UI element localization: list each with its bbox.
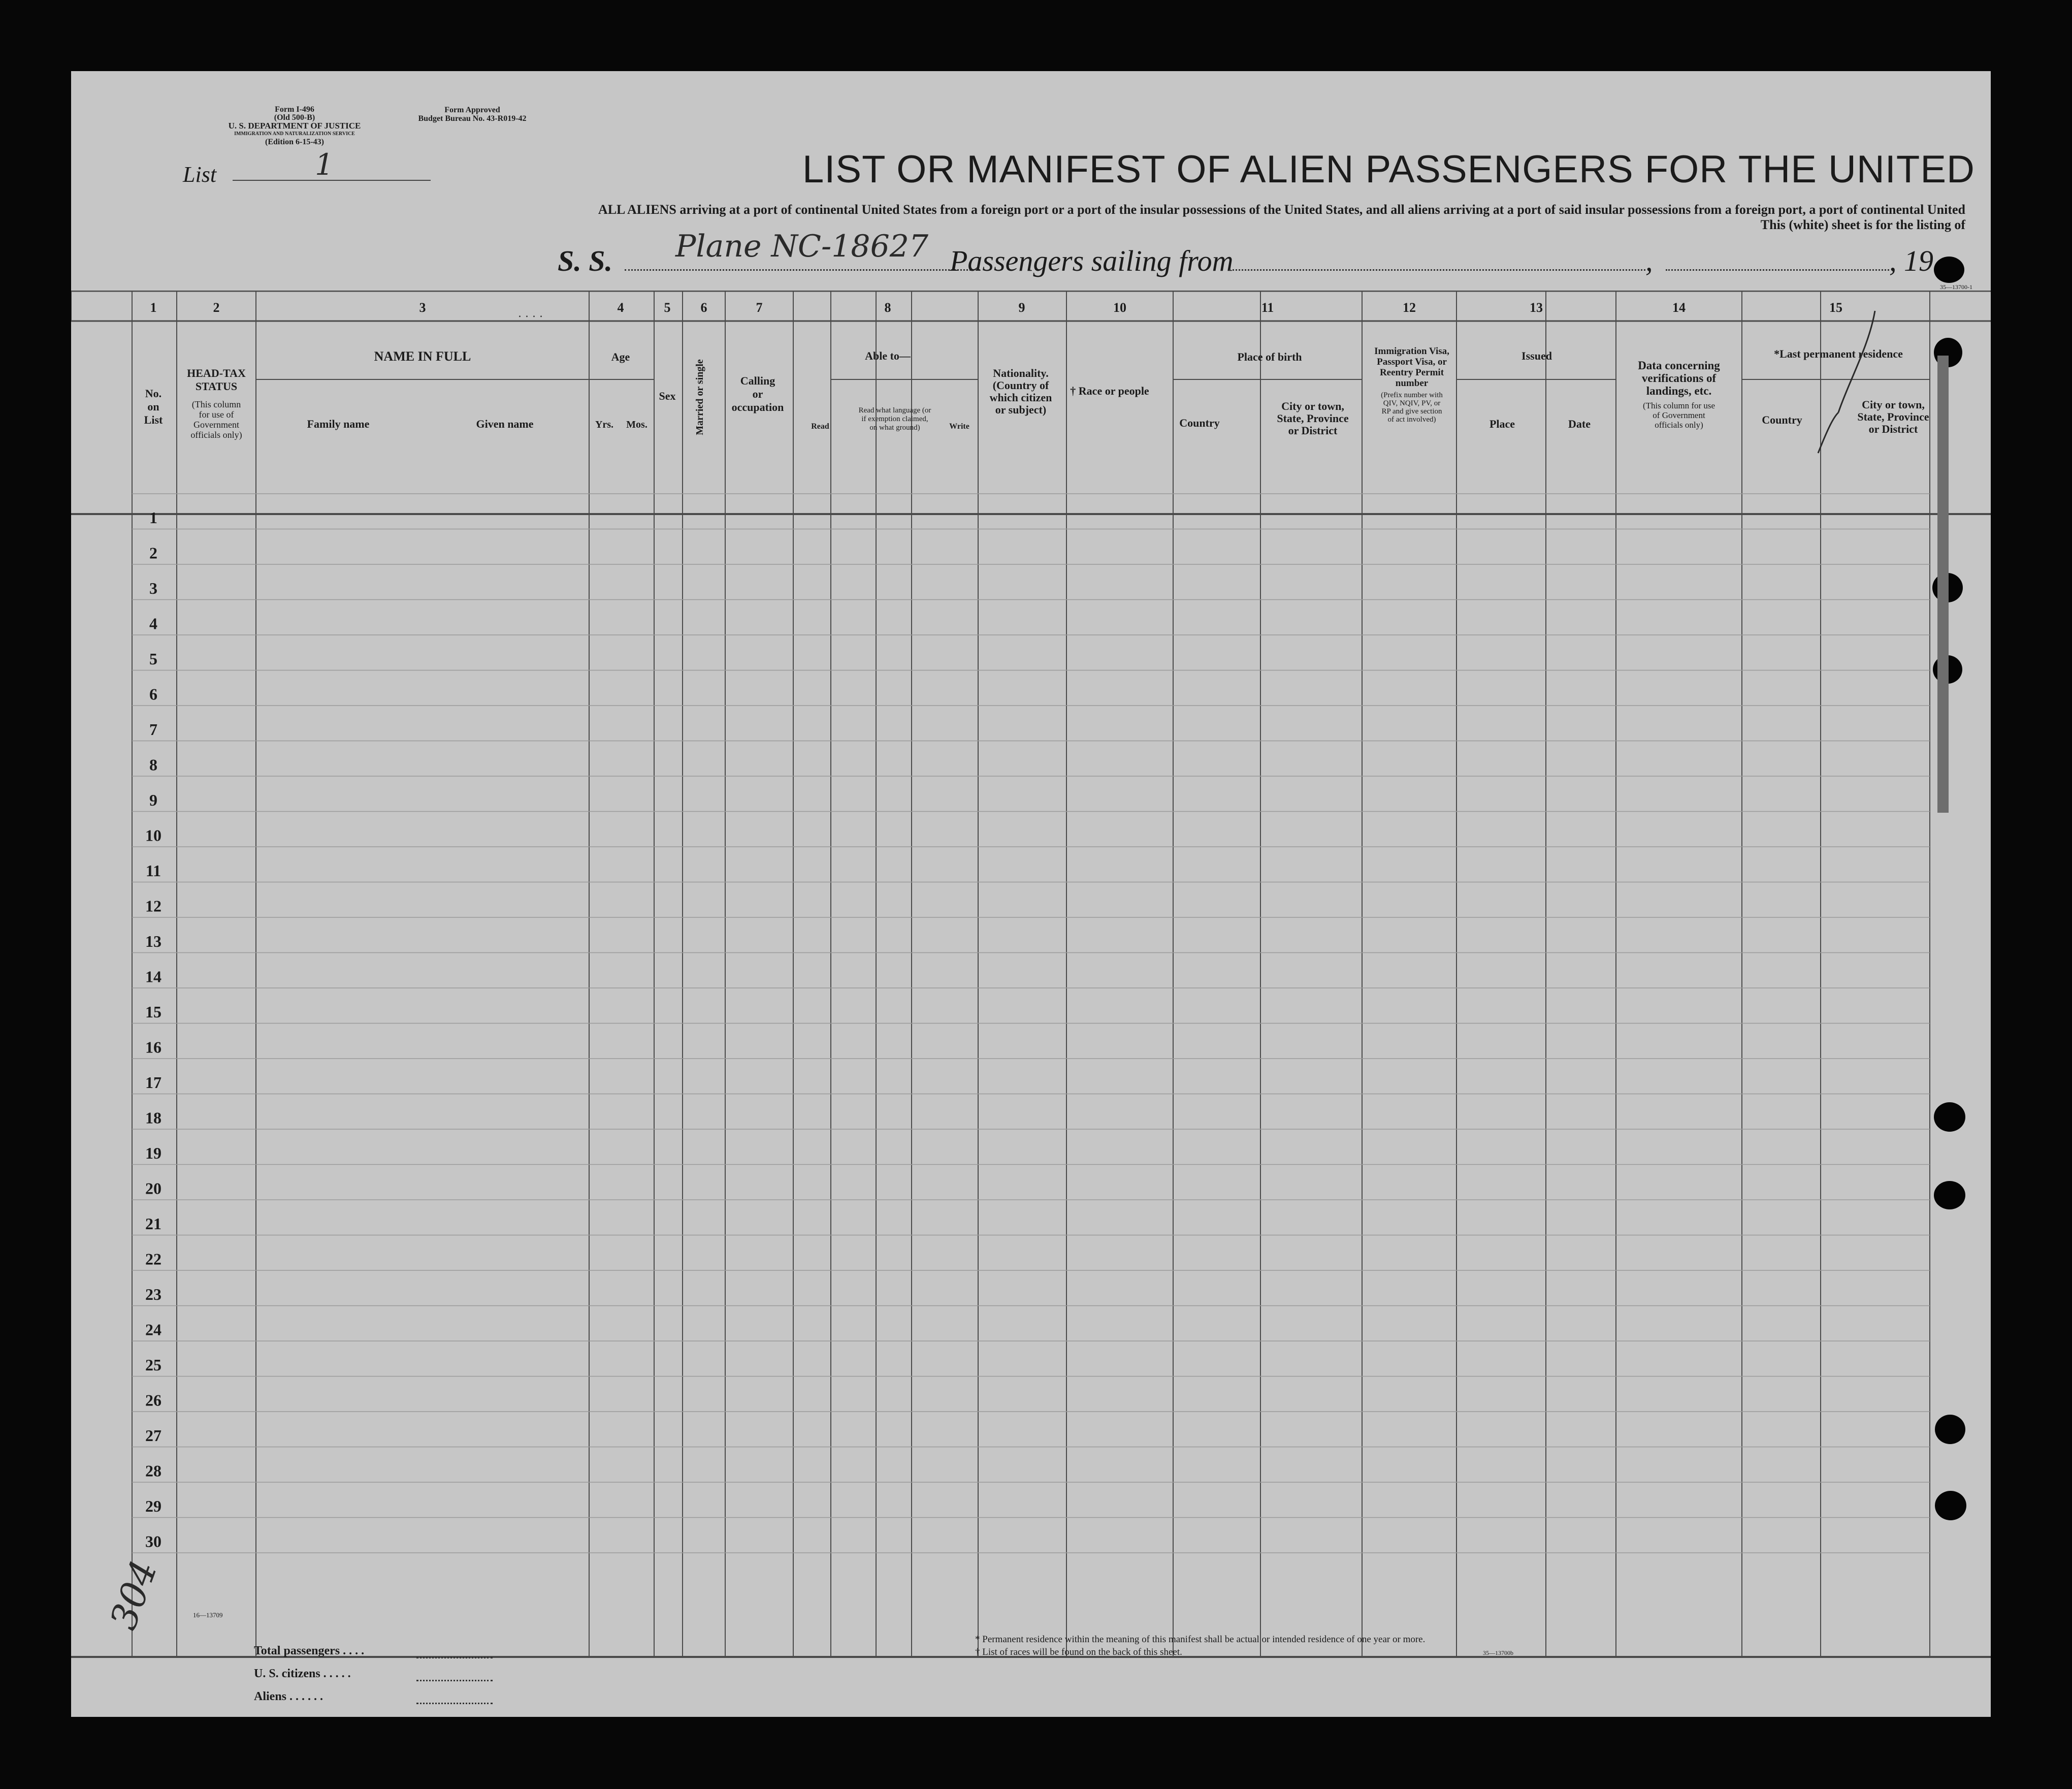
row-number: 25 bbox=[145, 1356, 161, 1374]
row-number: 14 bbox=[145, 967, 161, 986]
header-birth-city: City or town, State, Province or District bbox=[1277, 400, 1349, 437]
footnote-1: * Permanent residence within the meaning of this manifest shall be actual or intended residence of one year or more. bbox=[975, 1634, 1426, 1645]
row-number: 5 bbox=[149, 650, 157, 668]
sailing-date-line bbox=[1666, 246, 1889, 271]
row-number: 11 bbox=[145, 861, 161, 880]
form-info bbox=[213, 106, 376, 146]
row-number: 9 bbox=[149, 791, 157, 809]
column-number: 12 bbox=[1403, 300, 1416, 315]
pencil-stroke bbox=[1818, 311, 1875, 453]
header-family-name: Family name bbox=[307, 418, 370, 430]
header-issued-date: Date bbox=[1568, 418, 1591, 430]
row-number: 22 bbox=[145, 1250, 161, 1268]
row-number: 21 bbox=[145, 1215, 161, 1233]
header-data-concerning: Data concerning verifications of landings, etc. bbox=[1638, 359, 1720, 397]
row-number: 26 bbox=[145, 1391, 161, 1410]
header-place-of-birth: Place of birth bbox=[1237, 350, 1302, 363]
ss-value: Plane NC-18627 bbox=[675, 229, 929, 264]
header-able-to: Able to— bbox=[865, 349, 911, 362]
manifest-sheet bbox=[71, 71, 1991, 1717]
header-head-tax-note: (This column for use of Government officials only) bbox=[190, 399, 242, 440]
torn-edge bbox=[1937, 356, 1949, 813]
header-calling: Calling or occupation bbox=[731, 374, 784, 413]
row-number: 2 bbox=[149, 544, 157, 562]
header-birth-country: Country bbox=[1179, 417, 1220, 429]
column-number: 9 bbox=[1018, 300, 1025, 315]
header-race: † Race or people bbox=[1070, 385, 1149, 397]
row-numbers bbox=[145, 508, 161, 1551]
header-age: Age bbox=[611, 350, 630, 363]
ss-label: S. S. bbox=[558, 244, 613, 277]
dots-2: . . . . . bbox=[323, 1667, 351, 1680]
year-comma: , bbox=[1645, 244, 1653, 277]
header-read-language: Read what language (or if exemption claimed, on what ground) bbox=[858, 406, 931, 432]
header-head-tax: HEAD-TAX STATUS bbox=[187, 367, 246, 393]
list-label: List bbox=[183, 162, 217, 187]
row-number: 7 bbox=[149, 720, 157, 739]
list-number: 1 bbox=[315, 147, 334, 182]
column-number: 14 bbox=[1672, 300, 1686, 315]
column-numbers bbox=[150, 300, 1843, 315]
header-name-in-full: NAME IN FULL bbox=[374, 349, 471, 364]
row-lines bbox=[132, 494, 1930, 1553]
row-number: 23 bbox=[145, 1285, 161, 1303]
form-number: Form I-496 bbox=[275, 105, 314, 114]
row-number: 18 bbox=[145, 1108, 161, 1127]
old-form-number: (Old 500-B) bbox=[274, 113, 315, 122]
row-number: 29 bbox=[145, 1497, 161, 1515]
header-issued: Issued bbox=[1521, 349, 1552, 362]
totals-block bbox=[254, 1640, 364, 1708]
header-married: Married or single bbox=[694, 359, 705, 435]
column-number: 4 bbox=[617, 300, 624, 315]
total-passengers-label: Total passengers bbox=[254, 1644, 340, 1657]
row-number: 19 bbox=[145, 1144, 161, 1162]
column-number: 3 bbox=[419, 300, 426, 315]
table-grid bbox=[71, 291, 1991, 1657]
binder-hole bbox=[1935, 1491, 1966, 1520]
subtitle-line-1: ALL ALIENS arriving at a port of continental United States from a foreign port or a port of the insular possessions of the United States, and all aliens arriving at a port of said insular possessions from a foreign port, a port of continental United bbox=[598, 202, 1965, 217]
dots-3: . . . . . . bbox=[289, 1690, 323, 1703]
edition: (Edition 6-15-43) bbox=[265, 138, 324, 146]
binder-hole bbox=[1934, 1181, 1965, 1209]
column-number: 15 bbox=[1829, 300, 1842, 315]
header-visa-note: (Prefix number with QIV, NQIV, PV, or RP and give section of act involved) bbox=[1381, 391, 1443, 424]
column-number: 7 bbox=[756, 300, 763, 315]
row-number: 6 bbox=[149, 685, 157, 704]
header-labels bbox=[144, 346, 1929, 440]
aliens-field[interactable] bbox=[416, 1692, 493, 1704]
main-title: LIST OR MANIFEST OF ALIEN PASSENGERS FOR THE UNITED bbox=[802, 148, 1975, 191]
footnote-2: † List of races will be found on the back of this sheet. bbox=[975, 1647, 1182, 1657]
header-read: Read bbox=[811, 422, 829, 431]
aliens-label: Aliens bbox=[254, 1690, 287, 1703]
row-number: 20 bbox=[145, 1179, 161, 1198]
header-data-note: (This column for use of Government officials only) bbox=[1642, 401, 1715, 430]
service: IMMIGRATION AND NATURALIZATION SERVICE bbox=[234, 131, 355, 137]
binder-hole bbox=[1934, 1102, 1965, 1132]
header-nationality: Nationality. (Country of which citizen or subject) bbox=[989, 367, 1052, 416]
us-citizens-label: U. S. citizens bbox=[254, 1667, 320, 1680]
header-mos: Mos. bbox=[626, 419, 648, 430]
budget-number: Budget Bureau No. 43-R019-42 bbox=[418, 114, 527, 123]
row-number: 24 bbox=[145, 1320, 161, 1339]
header-write: Write bbox=[949, 422, 969, 431]
print-code-top: 35—13700-1 bbox=[1940, 283, 1972, 291]
footnote-code: 35—13700b bbox=[1483, 1649, 1513, 1656]
header-res-country: Country bbox=[1762, 413, 1802, 426]
binder-hole bbox=[1934, 257, 1964, 283]
print-code-bottom: 16—13709 bbox=[193, 1611, 223, 1619]
column-number: 8 bbox=[884, 300, 891, 315]
column-number: 1 bbox=[150, 300, 157, 315]
column-number: 5 bbox=[664, 300, 671, 315]
form-approval bbox=[396, 106, 548, 123]
row-number: 17 bbox=[145, 1073, 161, 1092]
row-number: 28 bbox=[145, 1461, 161, 1480]
pencil-dots: . . . . bbox=[518, 307, 543, 320]
row-number: 30 bbox=[145, 1532, 161, 1551]
sailing-line bbox=[1229, 246, 1645, 271]
header-yrs: Yrs. bbox=[595, 419, 614, 430]
row-number: 4 bbox=[149, 614, 157, 633]
us-citizens-field[interactable] bbox=[416, 1670, 493, 1681]
column-number: 2 bbox=[213, 300, 220, 315]
row-number: 13 bbox=[145, 932, 161, 950]
row-number: 16 bbox=[145, 1038, 161, 1057]
row-number: 12 bbox=[145, 897, 161, 915]
sailing-label: Passengers sailing from bbox=[950, 244, 1234, 277]
row-number: 10 bbox=[145, 826, 161, 845]
row-number: 3 bbox=[149, 579, 157, 597]
column-number: 10 bbox=[1113, 300, 1126, 315]
column-number: 11 bbox=[1261, 300, 1274, 315]
header-res-city: City or town, State, Province or District bbox=[1857, 398, 1929, 435]
header-issued-place: Place bbox=[1489, 418, 1515, 430]
binder-hole bbox=[1935, 1415, 1965, 1444]
header-sex: Sex bbox=[659, 390, 676, 402]
column-number: 13 bbox=[1530, 300, 1543, 315]
total-passengers-field[interactable] bbox=[416, 1647, 493, 1658]
row-number: 1 bbox=[149, 508, 157, 527]
header-last-residence: *Last permanent residence bbox=[1774, 347, 1903, 360]
subtitle-line-2: This (white) sheet is for the listing of bbox=[1760, 217, 1965, 232]
header-no-on-list: No. on List bbox=[144, 387, 163, 426]
approval-label: Form Approved bbox=[444, 106, 500, 114]
header-given-name: Given name bbox=[476, 418, 534, 430]
row-number: 15 bbox=[145, 1003, 161, 1021]
dots-1: . . . . bbox=[343, 1644, 365, 1657]
year-label: , 19 bbox=[1889, 244, 1933, 277]
department: U. S. DEPARTMENT OF JUSTICE bbox=[228, 121, 361, 131]
column-number: 6 bbox=[700, 300, 707, 315]
row-number: 8 bbox=[149, 755, 157, 774]
form-table bbox=[71, 291, 1991, 1687]
header-visa: Immigration Visa, Passport Visa, or Reentry Permit number bbox=[1374, 346, 1449, 389]
row-number: 27 bbox=[145, 1426, 161, 1445]
handwritten-page-number: 304 bbox=[102, 1554, 166, 1635]
